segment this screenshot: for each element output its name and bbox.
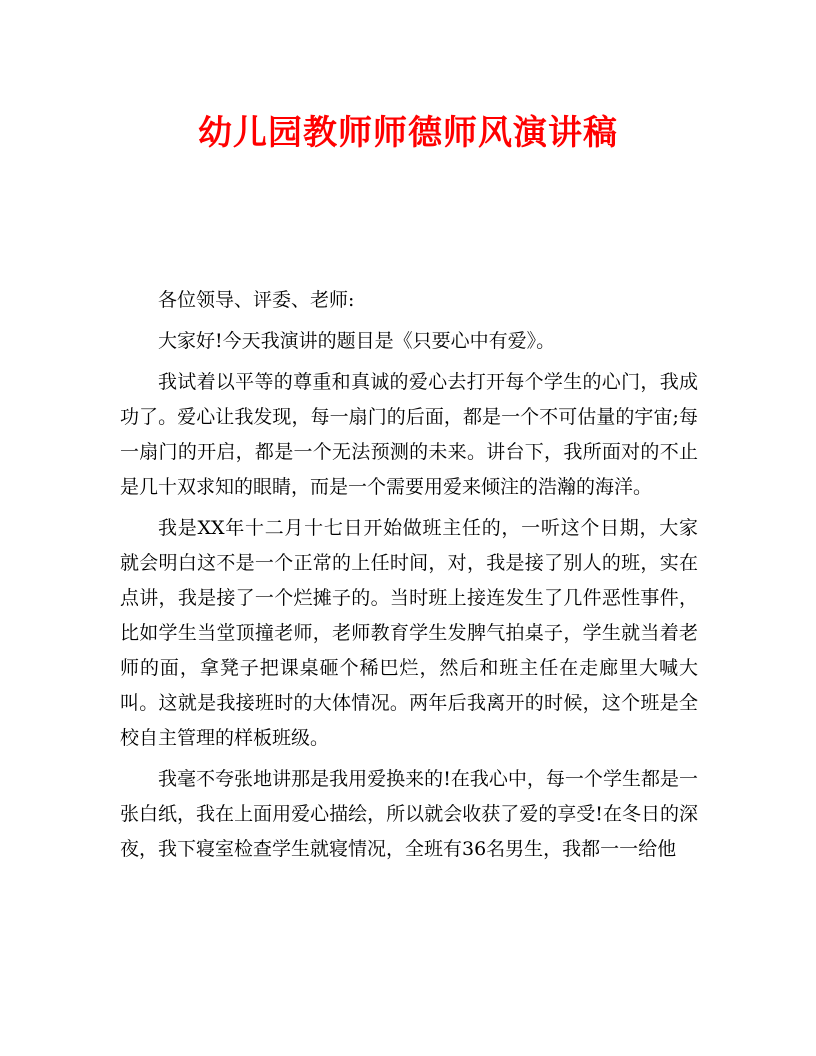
body-paragraph: 我是XX年十二月十七日开始做班主任的，一听这个日期，大家就会明白这不是一个正常的上任时间，对，我是接了别人的班，实在点讲，我是接了一个烂摊子的。当时班上接连发生了几件恶性事件，比如学生当堂顶撞老师，老师教育学生发脾气拍桌子，学生就当着老师的面，拿凳子把课桌砸个稀巴烂，然后和班主任在走廊里大喊大叫。这就是我接班时的大体情况。两年后我离开的时候，这个班是全校自主管理的样板班级。	[120, 517, 698, 749]
document-title: 幼儿园教师师德师风演讲稿	[198, 113, 618, 153]
salutation-paragraph: 各位领导、评委、老师:	[158, 289, 355, 311]
document-body	[120, 283, 698, 873]
body-paragraph: 我毫不夸张地讲那是我用爱换来的!在我心中，每一个学生都是一张白纸，我在上面用爱心描绘，所以就会收获了爱的享受!在冬日的深夜，我下寝室检查学生就寝情况，全班有36名男生，我都一一给他	[120, 768, 698, 860]
body-paragraph: 我试着以平等的尊重和真诚的爱心去打开每个学生的心门，我成功了。爱心让我发现，每一扇门的后面，都是一个不可估量的宇宙;每一扇门的开启，都是一个无法预测的未来。讲台下，我所面对的不止是几十双求知的眼睛，而是一个需要用爱来倾注的浩瀚的海洋。	[120, 371, 698, 498]
greeting-paragraph: 大家好!今天我演讲的题目是《只要心中有爱》。	[158, 330, 556, 352]
